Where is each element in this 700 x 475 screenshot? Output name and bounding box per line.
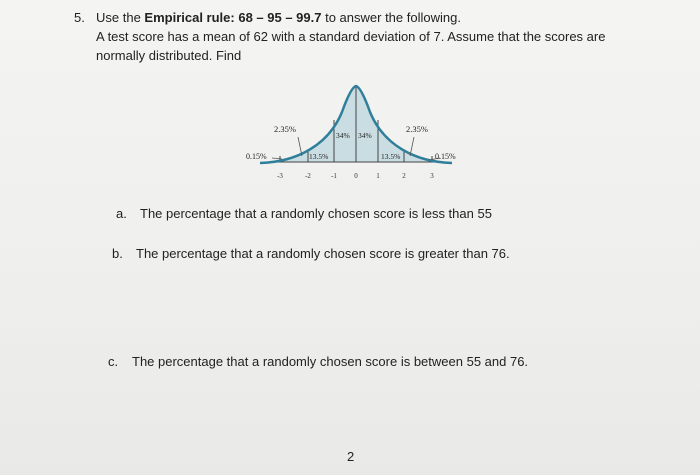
- question-line-3: normally distributed. Find: [96, 48, 242, 63]
- part-b: [112, 246, 510, 261]
- part-a: [116, 206, 492, 221]
- question-line-2: A test score has a mean of 62 with a standard deviation of 7. Assume that the scores are: [96, 29, 606, 44]
- tick-label: 0: [354, 172, 358, 180]
- part-a-text: The percentage that a randomly chosen score is less than 55: [140, 206, 492, 221]
- question-line-1-prefix: Use the: [96, 10, 145, 25]
- part-c-text: The percentage that a randomly chosen score is between 55 and 76.: [132, 354, 529, 369]
- question-line-1-suffix: to answer the following.: [321, 10, 461, 25]
- part-c: [108, 354, 528, 369]
- label-center-left: 34%: [336, 131, 350, 140]
- part-b-label: b.: [112, 246, 123, 261]
- label-center-right: 34%: [358, 131, 372, 140]
- label-outer-left: 0.15%: [246, 152, 267, 161]
- tick-label: 2: [402, 172, 406, 180]
- question-line-1: [96, 10, 461, 25]
- leader-tail-left: [298, 137, 302, 156]
- tick-label: -2: [305, 172, 311, 180]
- part-b-text: The percentage that a randomly chosen score is greater than 76.: [136, 246, 510, 261]
- empirical-rule-label: Empirical rule: 68 – 95 – 99.7: [144, 10, 322, 25]
- label-outer-right: 0.15%: [435, 152, 456, 161]
- label-mid-left: 13.5%: [309, 152, 329, 161]
- label-mid-right: 13.5%: [381, 152, 401, 161]
- tick-label: 3: [430, 172, 434, 180]
- leader-tail-right: [410, 137, 414, 156]
- tick-label: -3: [277, 172, 283, 180]
- tick-label: -1: [331, 172, 337, 180]
- part-c-label: c.: [108, 354, 119, 369]
- normal-curve-figure: [236, 76, 476, 194]
- page-number: 2: [347, 449, 355, 464]
- label-tail-right: 2.35%: [406, 124, 428, 134]
- tick-label: 1: [376, 172, 380, 180]
- question-number: 5.: [74, 10, 85, 25]
- part-a-label: a.: [116, 206, 127, 221]
- label-tail-left: 2.35%: [274, 124, 296, 134]
